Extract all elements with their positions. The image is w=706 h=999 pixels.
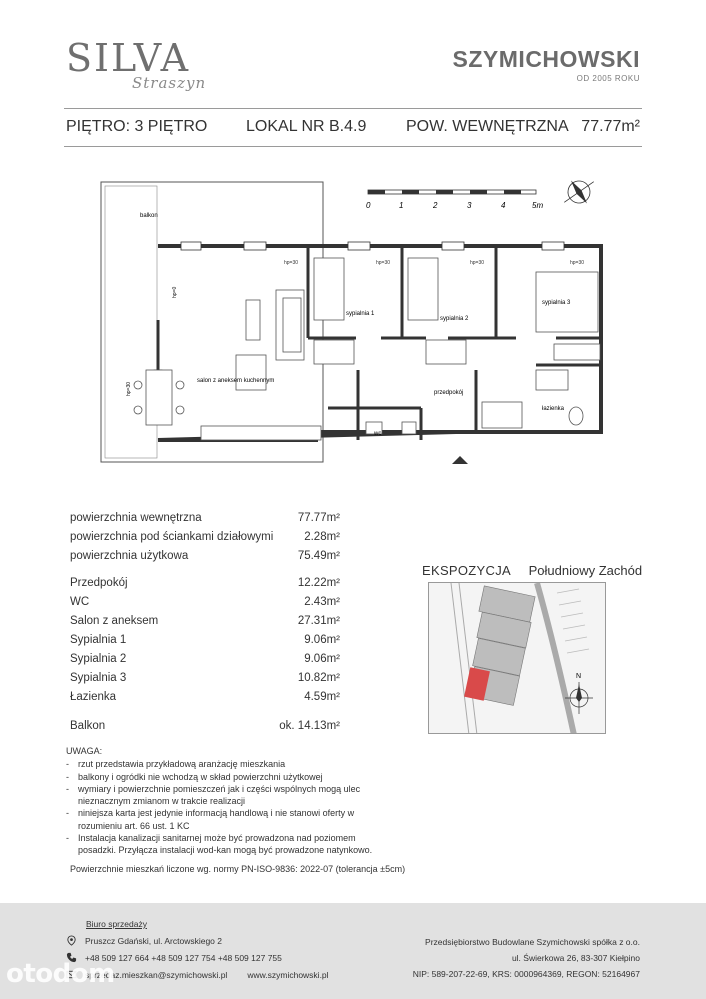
area-row-label: powierzchnia użytkowa [70,550,189,562]
area-value: 77.77m² [581,118,640,135]
note-item: - balkony i ogródki nie wchodzą w skład powierzchni użytkowej [66,771,396,783]
room-row-value: 9.06m² [304,634,340,646]
note-item: - Instalacja kanalizacji sanitarnej może być prowadzona nad poziomem posadzki. Przyłącza instalacji wod-kan mogą być prowadzone natynkowo. [66,832,396,857]
logo-main-text: SILVA [66,36,191,80]
header-rule-top [64,108,642,109]
note-item: - rzut przedstawia przykładową aranżację mieszkania [66,758,396,770]
sales-phones[interactable]: +48 509 127 664 +48 509 127 754 +48 509 127 755 [85,953,282,963]
scale-1: 1 [399,201,404,210]
area-row [70,529,340,548]
area-row [70,548,340,567]
label-sypialnia-1: sypialnia 1 [346,311,375,317]
room-row [70,594,340,613]
exposure-site-map [428,582,606,734]
window-mark-3: hp=30 [470,260,485,266]
label-lazienka: łazienka [542,406,565,412]
exposure-value: Południowy Zachód [528,563,643,578]
silva-logo [62,36,252,106]
norm-note: Powierzchnie mieszkań liczone wg. normy PN-ISO-9836: 2022-07 (tolerancja ±5cm) [70,864,406,874]
room-row-value: 12.22m² [297,577,340,589]
unit-info-line [66,118,640,140]
entrance-marker-icon [452,456,468,464]
header-rule-bottom [64,146,642,147]
room-row-label: Sypialnia 2 [70,653,127,665]
label-sypialnia-3: sypialnia 3 [542,300,571,306]
exposure-label: EKSPOZYCJA [422,563,511,578]
area-row-value: 2.28m² [304,531,340,543]
logo-script-text: Straszyn [132,74,207,92]
room-row [70,651,340,670]
company-name: Przedsiębiorstwo Budowlane Szymichowski spółka z o.o. [425,937,640,947]
window-mark-1: hp=30 [284,260,299,266]
location-pin-icon [66,935,77,946]
address-row [66,935,222,946]
room-row-label: Sypialnia 3 [70,672,127,684]
room-row-label: WC [70,596,90,608]
area-row-label: powierzchnia pod ściankami działowymi [70,531,274,543]
balcony-value: ok. 14.13m² [279,720,340,732]
sales-address: Pruszcz Gdański, ul. Arctowskiego 2 [85,936,223,946]
scale-2: 2 [433,201,438,210]
notes-title: UWAGA: [66,746,103,756]
label-przedpokoj: przedpokój [434,390,464,396]
area-row [70,510,340,529]
scale-bar [366,190,543,210]
area-row-value: 77.77m² [297,512,340,524]
room-row-value: 27.31m² [297,615,340,627]
balcony-row [70,718,340,737]
notes-block [66,745,396,857]
exposure-heading [422,563,642,578]
label-salon: salon z aneksem kuchennym [197,378,275,384]
window-mark-4: hp=30 [570,260,585,266]
room-row [70,613,340,632]
scale-0: 0 [366,201,371,210]
room-row [70,575,340,594]
plan-compass-icon [556,170,602,214]
room-row-label: Salon z aneksem [70,615,159,627]
room-row-value: 2.43m² [304,596,340,608]
room-row [70,632,340,651]
room-row-value: 4.59m² [304,691,340,703]
room-row [70,689,340,708]
note-item: - niniejsza karta jest jedynie informacją handlową i nie stanowi oferty w rozumieniu art. 66 ust. 1 KC [66,807,396,832]
label-balkon: balkon [140,213,158,219]
room-row-label: Sypialnia 1 [70,634,127,646]
side-mark-hp0: hp=0 [172,286,178,298]
company-address: ul. Świerkowa 26, 83-307 Kiełpino [511,953,640,963]
area-label: POW. WEWNĘTRZNA [406,118,569,135]
balcony-label: Balkon [70,720,106,732]
brand-since: OD 2005 ROKU [576,74,640,83]
label-wc: wc [374,431,382,437]
room-row [70,670,340,689]
brand-logo [453,46,640,83]
sales-office-title: Biuro sprzedaży [86,919,147,929]
note-item: - wymiary i powierzchnie pomieszczeń jak i części wspólnych mogą ulec nieznacznym zmianom w trakcie realizacji [66,783,396,808]
floor-plan [96,170,616,470]
area-row-label: powierzchnia wewnętrzna [70,512,202,524]
room-row-value: 9.06m² [304,653,340,665]
otodom-watermark: otodom [6,959,115,989]
scale-4: 4 [501,201,506,210]
brand-name: SZYMICHOWSKI [452,46,640,72]
room-row-label: Łazienka [70,691,117,703]
areas-table [70,510,340,737]
room-row-value: 10.82m² [297,672,340,684]
scale-5: 5m [532,201,544,210]
side-mark-hp30: hp=30 [126,381,132,396]
sales-website[interactable]: www.szymichowski.pl [247,970,329,980]
label-sypialnia-2: sypialnia 2 [440,316,469,322]
room-row-label: Przedpokój [70,577,128,589]
unit-label: LOKAL NR B.4.9 [246,118,367,135]
sales-email[interactable]: sprzedaz.mieszkan@szymichowski.pl [85,970,228,980]
company-ids: NIP: 589-207-22-69, KRS: 0000964369, REGON: 52164967 [412,969,640,979]
window-mark-2: hp=30 [376,260,391,266]
scale-3: 3 [467,201,472,210]
area-row-value: 75.49m² [297,550,340,562]
north-label: N [576,673,582,680]
floor-label: PIĘTRO: 3 PIĘTRO [66,118,208,135]
